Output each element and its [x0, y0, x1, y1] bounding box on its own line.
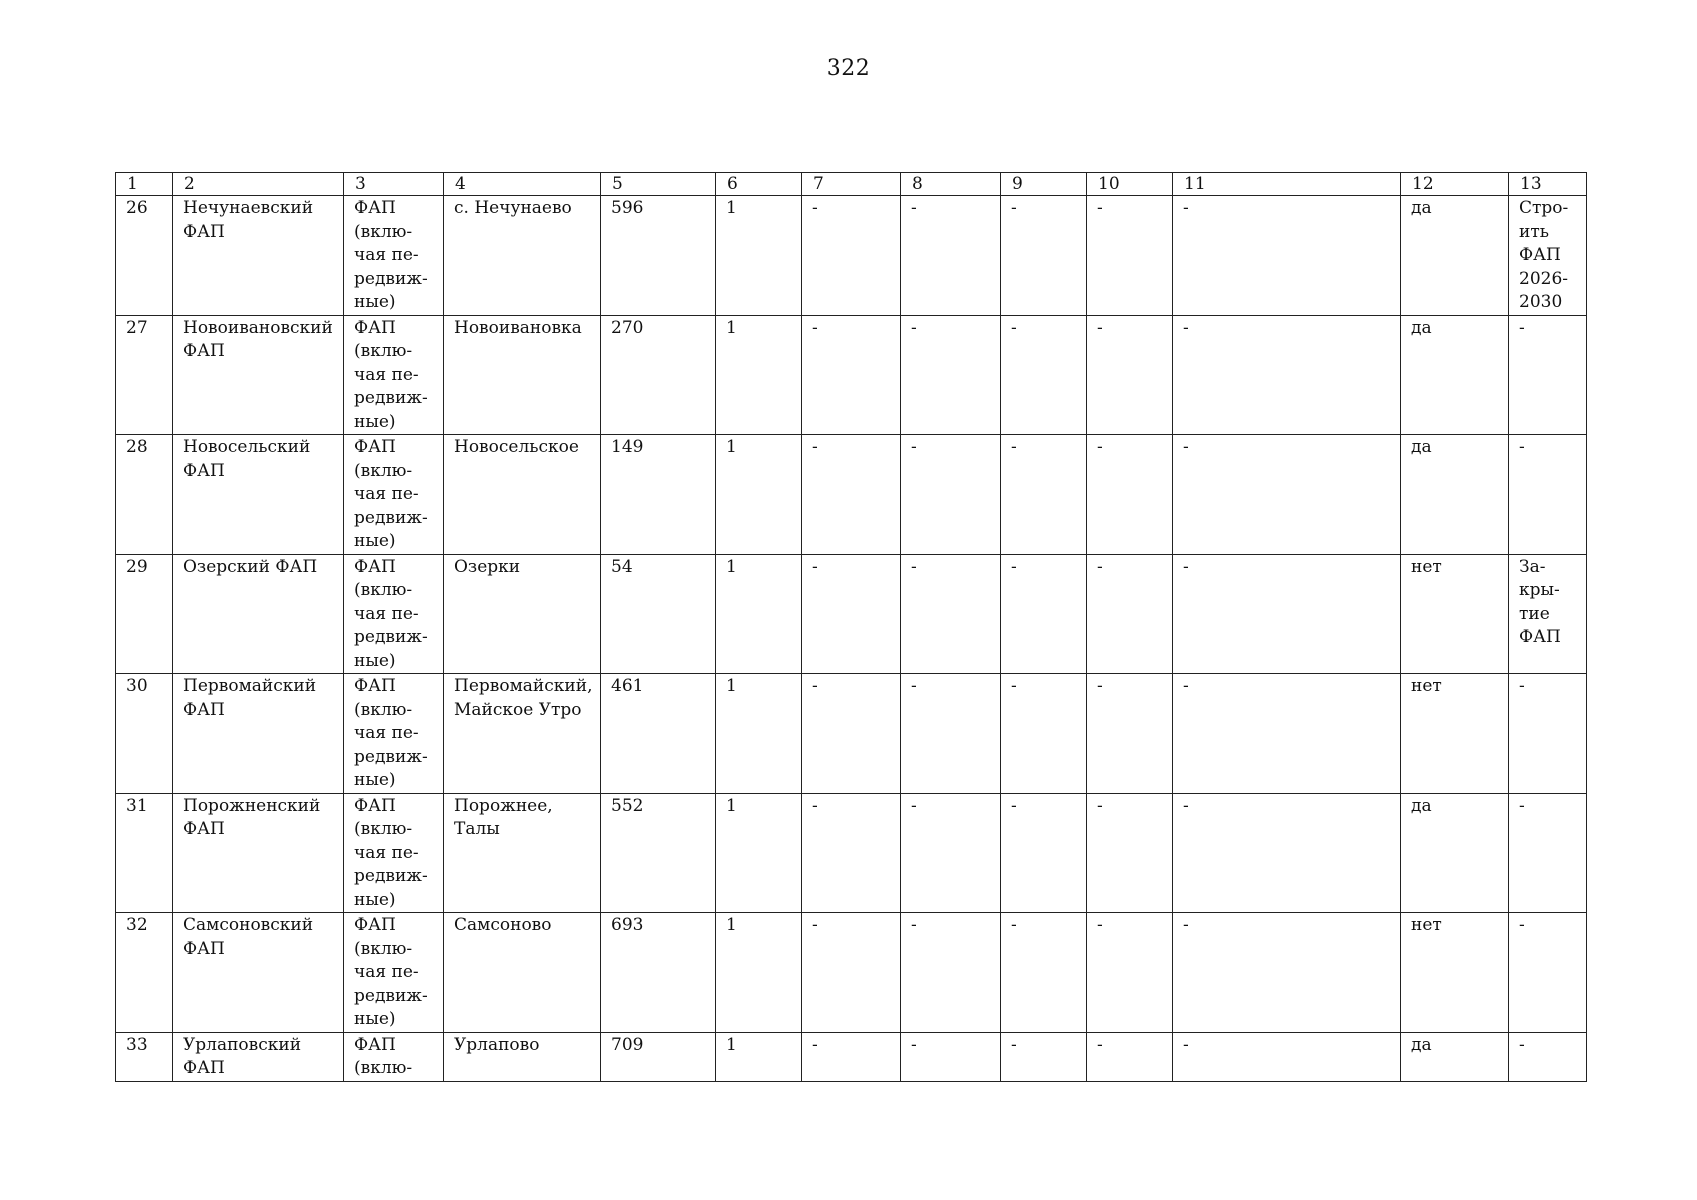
cell-text: 149: [611, 437, 644, 457]
table-cell: [601, 196, 716, 316]
cell-text: 1: [726, 437, 737, 457]
header-cell-5: 5: [601, 173, 716, 196]
cell-text: кры-: [1519, 580, 1560, 600]
table-cell: [116, 793, 173, 913]
header-cell-7: 7: [802, 173, 901, 196]
table-cell: [116, 1032, 173, 1081]
header-cell-11: 11: [1173, 173, 1401, 196]
cell-text: чая пе-: [354, 364, 419, 385]
table-cell: [1401, 674, 1509, 794]
table-cell: [1401, 554, 1509, 674]
table-cell: [344, 315, 444, 435]
cell-text: (вклю-: [354, 221, 413, 242]
cell-text: 596: [611, 198, 644, 218]
table-cell: [1087, 315, 1173, 435]
table-cell: [444, 196, 601, 316]
header-cell-3: 3: [344, 173, 444, 196]
table-cell: [344, 793, 444, 913]
cell-text: редвиж-: [354, 985, 428, 1006]
table-cell: [444, 793, 601, 913]
table-body: [116, 173, 1587, 1082]
table-cell: [173, 196, 344, 316]
cell-text: -: [911, 556, 917, 577]
cell-text: -: [1097, 556, 1103, 577]
cell-text: ФАП: [183, 221, 225, 242]
cell-text: редвиж-: [354, 388, 428, 408]
table-cell: [173, 554, 344, 674]
cell-text: Новосельское: [454, 437, 579, 457]
table-cell: [344, 674, 444, 794]
cell-text: да: [1411, 1034, 1432, 1055]
cell-text: 31: [126, 795, 148, 816]
table-cell: [173, 913, 344, 1033]
table-cell: [1001, 793, 1087, 913]
table-cell: [344, 196, 444, 316]
cell-text: -: [1097, 1034, 1103, 1055]
cell-text: (вклю-: [354, 938, 413, 959]
header-cell-6: 6: [716, 173, 802, 196]
table-cell: [802, 913, 901, 1033]
cell-text: -: [812, 915, 818, 935]
cell-text: -: [1519, 915, 1525, 935]
table-row: [116, 196, 1587, 316]
cell-text: 1: [726, 915, 737, 935]
cell-text: -: [1011, 1034, 1017, 1055]
cell-text: -: [1011, 317, 1017, 338]
table-cell: [901, 913, 1001, 1033]
table-cell: [802, 674, 901, 794]
cell-text: ФАП: [1519, 245, 1561, 265]
cell-text: ФАП: [354, 437, 396, 457]
cell-text: редвиж-: [354, 746, 428, 767]
cell-text: ФАП: [183, 460, 225, 481]
cell-text: -: [812, 198, 818, 218]
table-cell: [1509, 1032, 1587, 1081]
header-cell-9: 9: [1001, 173, 1087, 196]
table-cell: [1087, 674, 1173, 794]
cell-text: 1: [726, 676, 737, 696]
table-cell: [802, 435, 901, 555]
table-cell: [1509, 315, 1587, 435]
cell-text: ные): [354, 292, 396, 312]
table-cell: [1401, 913, 1509, 1033]
cell-text: ные): [354, 889, 396, 910]
cell-text: Первомайский: [183, 676, 317, 696]
table-cell: [444, 674, 601, 794]
cell-text: 552: [611, 795, 644, 816]
table-cell: [173, 674, 344, 794]
cell-text: ФАП: [183, 341, 225, 361]
cell-text: нет: [1411, 676, 1442, 696]
table-cell: [344, 554, 444, 674]
table-cell: [444, 913, 601, 1033]
cell-text: (вклю-: [354, 460, 413, 481]
table-cell: [1001, 435, 1087, 555]
cell-text: Озерский ФАП: [183, 556, 318, 577]
cell-text: ФАП: [1519, 627, 1561, 647]
cell-text: с. Нечунаево: [454, 198, 572, 218]
table-cell: [901, 793, 1001, 913]
cell-text: ФАП: [354, 317, 396, 338]
cell-text: ФАП: [183, 699, 225, 720]
cell-text: 709: [611, 1034, 644, 1055]
table-cell: [601, 913, 716, 1033]
table-cell: [444, 1032, 601, 1081]
facilities-table: [115, 172, 1587, 1082]
cell-text: Озерки: [454, 556, 521, 577]
table-cell: [1173, 913, 1401, 1033]
cell-text: 1: [726, 1034, 737, 1055]
cell-text: -: [911, 317, 917, 338]
cell-text: За-: [1519, 556, 1546, 577]
cell-text: 32: [126, 915, 148, 935]
table-cell: [601, 554, 716, 674]
table-row: [116, 1032, 1587, 1081]
cell-text: -: [812, 556, 818, 577]
cell-text: -: [1097, 317, 1103, 338]
cell-text: -: [1097, 915, 1103, 935]
cell-text: -: [911, 676, 917, 696]
table-cell: [716, 1032, 802, 1081]
cell-text: Первомайский,: [454, 676, 593, 696]
cell-text: -: [1097, 795, 1103, 816]
table-cell: [1001, 315, 1087, 435]
cell-text: ФАП: [354, 1034, 396, 1055]
cell-text: Нечунаевский: [183, 198, 314, 218]
table-cell: [1401, 1032, 1509, 1081]
table-cell: [1001, 196, 1087, 316]
header-cell-2: 2: [173, 173, 344, 196]
cell-text: Новоивановский: [183, 317, 333, 338]
cell-text: -: [1097, 676, 1103, 696]
table-row: [116, 674, 1587, 794]
cell-text: ные): [354, 770, 396, 790]
table-cell: [1509, 196, 1587, 316]
cell-text: ные): [354, 411, 396, 432]
table-row: [116, 315, 1587, 435]
cell-text: -: [1183, 556, 1189, 577]
cell-text: 26: [126, 198, 148, 218]
table-cell: [716, 554, 802, 674]
cell-text: редвиж-: [354, 268, 428, 289]
table-cell: [1509, 793, 1587, 913]
table-row: [116, 793, 1587, 913]
cell-text: 1: [726, 317, 737, 338]
table-cell: [601, 1032, 716, 1081]
cell-text: -: [1011, 556, 1017, 577]
cell-text: чая пе-: [354, 484, 419, 504]
table-cell: [116, 435, 173, 555]
table-cell: [344, 435, 444, 555]
cell-text: ФАП: [183, 938, 225, 959]
table-cell: [716, 674, 802, 794]
cell-text: Самсоново: [454, 915, 552, 935]
table-cell: [716, 196, 802, 316]
table-cell: [1509, 554, 1587, 674]
cell-text: редвиж-: [354, 866, 428, 886]
cell-text: 33: [126, 1034, 148, 1055]
cell-text: да: [1411, 795, 1432, 816]
table-cell: [1173, 554, 1401, 674]
table-cell: [173, 1032, 344, 1081]
cell-text: -: [1011, 676, 1017, 696]
table-cell: [1173, 674, 1401, 794]
table-cell: [1173, 1032, 1401, 1081]
cell-text: ФАП: [183, 819, 225, 839]
cell-text: чая пе-: [354, 723, 419, 743]
cell-text: 1: [726, 198, 737, 218]
page-number: 322: [826, 56, 871, 81]
table-cell: [173, 435, 344, 555]
cell-text: (вклю-: [354, 1058, 413, 1078]
cell-text: (вклю-: [354, 819, 413, 839]
cell-text: -: [911, 437, 917, 457]
header-cell-1: 1: [116, 173, 173, 196]
cell-text: 29: [126, 556, 148, 577]
table-cell: [901, 196, 1001, 316]
table-cell: [116, 554, 173, 674]
table-cell: [802, 1032, 901, 1081]
cell-text: да: [1411, 198, 1432, 218]
cell-text: -: [812, 676, 818, 696]
table-cell: [716, 793, 802, 913]
cell-text: 2026-: [1519, 268, 1569, 289]
cell-text: ить: [1519, 221, 1549, 242]
header-cell-4: 4: [444, 173, 601, 196]
cell-text: -: [812, 317, 818, 338]
table-cell: [1509, 674, 1587, 794]
table-cell: [802, 554, 901, 674]
table-cell: [802, 793, 901, 913]
cell-text: -: [1097, 198, 1103, 218]
cell-text: 54: [611, 556, 633, 577]
cell-text: ФАП: [183, 1058, 225, 1078]
cell-text: -: [911, 198, 917, 218]
cell-text: -: [1183, 437, 1189, 457]
table-cell: [116, 315, 173, 435]
header-cell-8: 8: [901, 173, 1001, 196]
cell-text: Новоивановка: [454, 317, 582, 338]
cell-text: -: [1519, 1034, 1525, 1055]
cell-text: 28: [126, 437, 148, 457]
cell-text: Талы: [454, 819, 500, 839]
table-cell: [444, 315, 601, 435]
cell-text: редвиж-: [354, 627, 428, 647]
table-cell: [601, 793, 716, 913]
cell-text: тие: [1519, 603, 1550, 624]
cell-text: -: [1519, 317, 1525, 338]
table-cell: [1001, 674, 1087, 794]
cell-text: нет: [1411, 556, 1442, 577]
cell-text: -: [1519, 676, 1525, 696]
cell-text: 1: [726, 795, 737, 816]
cell-text: -: [1519, 437, 1525, 457]
table-cell: [173, 315, 344, 435]
cell-text: нет: [1411, 915, 1442, 935]
cell-text: ФАП: [354, 676, 396, 696]
cell-text: -: [1183, 1034, 1189, 1055]
cell-text: ФАП: [354, 556, 396, 577]
cell-text: -: [1183, 317, 1189, 338]
cell-text: -: [1011, 437, 1017, 457]
cell-text: -: [911, 1034, 917, 1055]
table-cell: [716, 315, 802, 435]
cell-text: редвиж-: [354, 507, 428, 528]
table-cell: [716, 435, 802, 555]
cell-text: -: [1183, 198, 1189, 218]
table-cell: [901, 674, 1001, 794]
table-row: [116, 435, 1587, 555]
table-cell: [901, 315, 1001, 435]
cell-text: 693: [611, 915, 644, 935]
table-cell: [601, 674, 716, 794]
cell-text: 1: [726, 556, 737, 577]
cell-text: (вклю-: [354, 341, 413, 361]
table-cell: [116, 674, 173, 794]
cell-text: -: [1183, 795, 1189, 816]
table-cell: [1087, 435, 1173, 555]
cell-text: -: [1519, 795, 1525, 816]
table-cell: [116, 913, 173, 1033]
table-cell: [444, 554, 601, 674]
cell-text: да: [1411, 317, 1432, 338]
cell-text: 461: [611, 676, 644, 696]
cell-text: -: [1183, 676, 1189, 696]
cell-text: да: [1411, 437, 1432, 457]
cell-text: -: [1097, 437, 1103, 457]
cell-text: ные): [354, 1009, 396, 1029]
table-cell: [901, 554, 1001, 674]
table-cell: [802, 315, 901, 435]
table-row: [116, 913, 1587, 1033]
table-cell: [1001, 554, 1087, 674]
table-cell: [1001, 913, 1087, 1033]
cell-text: 27: [126, 317, 148, 338]
cell-text: -: [911, 915, 917, 935]
cell-text: Порожнее,: [454, 795, 553, 816]
cell-text: чая пе-: [354, 245, 419, 265]
cell-text: ФАП: [354, 795, 396, 816]
cell-text: чая пе-: [354, 962, 419, 982]
table-cell: [716, 913, 802, 1033]
table-cell: [1509, 435, 1587, 555]
table-cell: [1173, 196, 1401, 316]
table-cell: [444, 435, 601, 555]
cell-text: чая пе-: [354, 842, 419, 863]
cell-text: -: [812, 795, 818, 816]
cell-text: ФАП: [354, 915, 396, 935]
cell-text: Майское Утро: [454, 699, 582, 720]
table-cell: [1401, 435, 1509, 555]
table-cell: [802, 196, 901, 316]
header-cell-10: 10: [1087, 173, 1173, 196]
table-cell: [1087, 1032, 1173, 1081]
table-row: [116, 554, 1587, 674]
table-cell: [1087, 913, 1173, 1033]
table-cell: [1401, 196, 1509, 316]
table-cell: [173, 793, 344, 913]
table-cell: [1401, 793, 1509, 913]
table-cell: [1173, 793, 1401, 913]
cell-text: Урлапово: [454, 1034, 540, 1055]
table-cell: [344, 913, 444, 1033]
cell-text: -: [1011, 915, 1017, 935]
cell-text: чая пе-: [354, 603, 419, 624]
cell-text: Новосельский: [183, 437, 311, 457]
cell-text: 2030: [1519, 292, 1563, 312]
header-cell-12: 12: [1401, 173, 1509, 196]
table-cell: [1173, 435, 1401, 555]
table-cell: [1087, 554, 1173, 674]
cell-text: Самсоновский: [183, 915, 314, 935]
table-header-row: [116, 173, 1587, 196]
table-cell: [344, 1032, 444, 1081]
table-cell: [1173, 315, 1401, 435]
cell-text: -: [911, 795, 917, 816]
cell-text: (вклю-: [354, 699, 413, 720]
cell-text: Порожненский: [183, 795, 321, 816]
table-cell: [1509, 913, 1587, 1033]
table-cell: [1001, 1032, 1087, 1081]
cell-text: -: [1011, 198, 1017, 218]
table-cell: [116, 196, 173, 316]
cell-text: (вклю-: [354, 580, 413, 600]
cell-text: 30: [126, 676, 148, 696]
cell-text: -: [1183, 915, 1189, 935]
table-cell: [601, 435, 716, 555]
cell-text: Урлаповский: [183, 1034, 302, 1055]
cell-text: -: [812, 437, 818, 457]
table-cell: [1087, 793, 1173, 913]
table-cell: [901, 435, 1001, 555]
cell-text: ФАП: [354, 198, 396, 218]
cell-text: -: [1011, 795, 1017, 816]
cell-text: ные): [354, 650, 396, 671]
cell-text: -: [812, 1034, 818, 1055]
table-cell: [901, 1032, 1001, 1081]
cell-text: ные): [354, 531, 396, 551]
header-cell-13: 13: [1509, 173, 1587, 196]
table-cell: [1401, 315, 1509, 435]
table-cell: [601, 315, 716, 435]
cell-text: Стро-: [1519, 198, 1569, 218]
cell-text: 270: [611, 317, 644, 338]
table-cell: [1087, 196, 1173, 316]
